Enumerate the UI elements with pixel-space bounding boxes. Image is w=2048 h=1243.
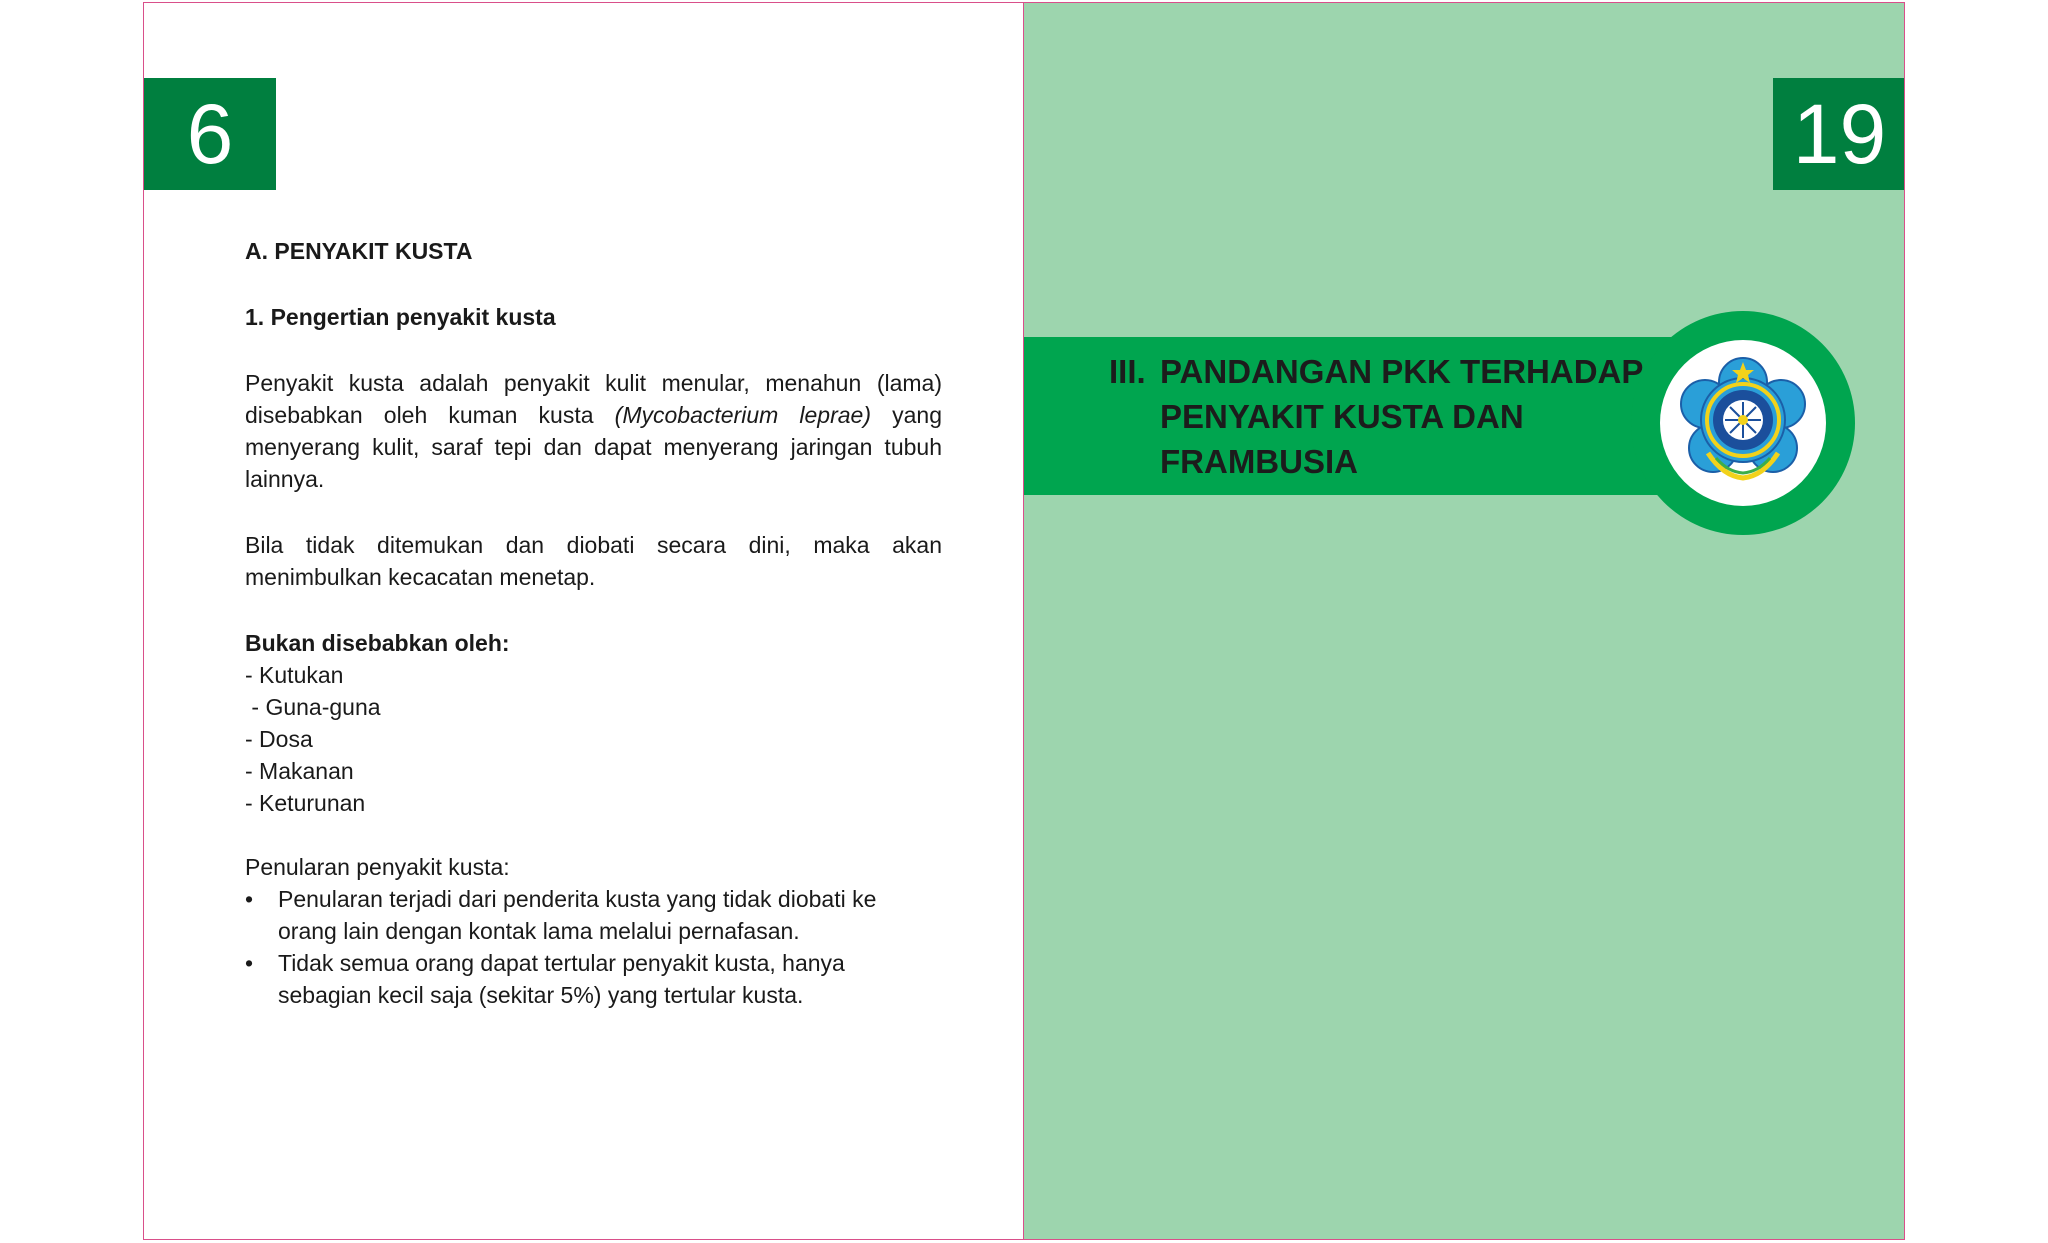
list-item-text: Penularan terjadi dari penderita kusta yang tidak diobati ke orang lain dengan kontak lama melalui pernafasan. — [278, 886, 877, 944]
scientific-name: (Mycobacterium leprae) — [614, 402, 871, 428]
list-item: - Makanan — [245, 758, 354, 784]
list-item: - Keturunan — [245, 790, 366, 816]
list-item-text: Tidak semua orang dapat tertular penyakit kusta, hanya sebagian kecil saja (sekitar 5%) yang tertular kusta. — [278, 950, 845, 1008]
not-caused-list — [245, 659, 942, 819]
list-item: - Kutukan — [245, 662, 344, 688]
list-item — [245, 947, 908, 1011]
left-page-number: 6 — [144, 78, 276, 190]
subsection-heading: 1. Pengertian penyakit kusta — [245, 304, 556, 330]
right-page-number: 19 — [1773, 78, 1905, 190]
warning-paragraph: Bila tidak ditemukan dan diobati secara dini, maka akan menimbulkan kecacatan menetap. — [245, 532, 942, 590]
left-page-content — [245, 235, 942, 1011]
transmission-list — [245, 883, 942, 1011]
list-item — [245, 883, 908, 947]
section-heading: A. PENYAKIT KUSTA — [245, 238, 473, 264]
chapter-title-text: PANDANGAN PKK TERHADAP PENYAKIT KUSTA DAN FRAMBUSIA — [1160, 353, 1643, 480]
transmission-intro: Penularan penyakit kusta: — [245, 854, 510, 880]
list-item: - Dosa — [245, 726, 313, 752]
left-page — [144, 3, 1024, 1239]
list-item: - Guna-guna — [245, 694, 381, 720]
pkk-emblem-icon — [1668, 348, 1818, 498]
chapter-title — [1109, 349, 1649, 484]
bullet-icon: • — [245, 886, 254, 912]
chapter-number: III. — [1109, 353, 1146, 390]
bullet-icon: • — [245, 950, 254, 976]
definition-text-end: yang menyerang kulit, saraf tepi dan dapat menyerang jaringan tubuh lainnya. — [245, 402, 943, 492]
book-spread — [143, 2, 1905, 1240]
not-caused-heading: Bukan disebabkan oleh: — [245, 630, 510, 656]
emblem-ring — [1631, 311, 1855, 535]
definition-text-start: Penyakit kusta adalah penyakit kulit menular, menahun (lama) disebabkan oleh kuman kusta — [245, 370, 942, 428]
definition-paragraph — [245, 367, 942, 495]
emblem-badge — [1660, 340, 1826, 506]
right-page — [1024, 3, 1905, 1239]
